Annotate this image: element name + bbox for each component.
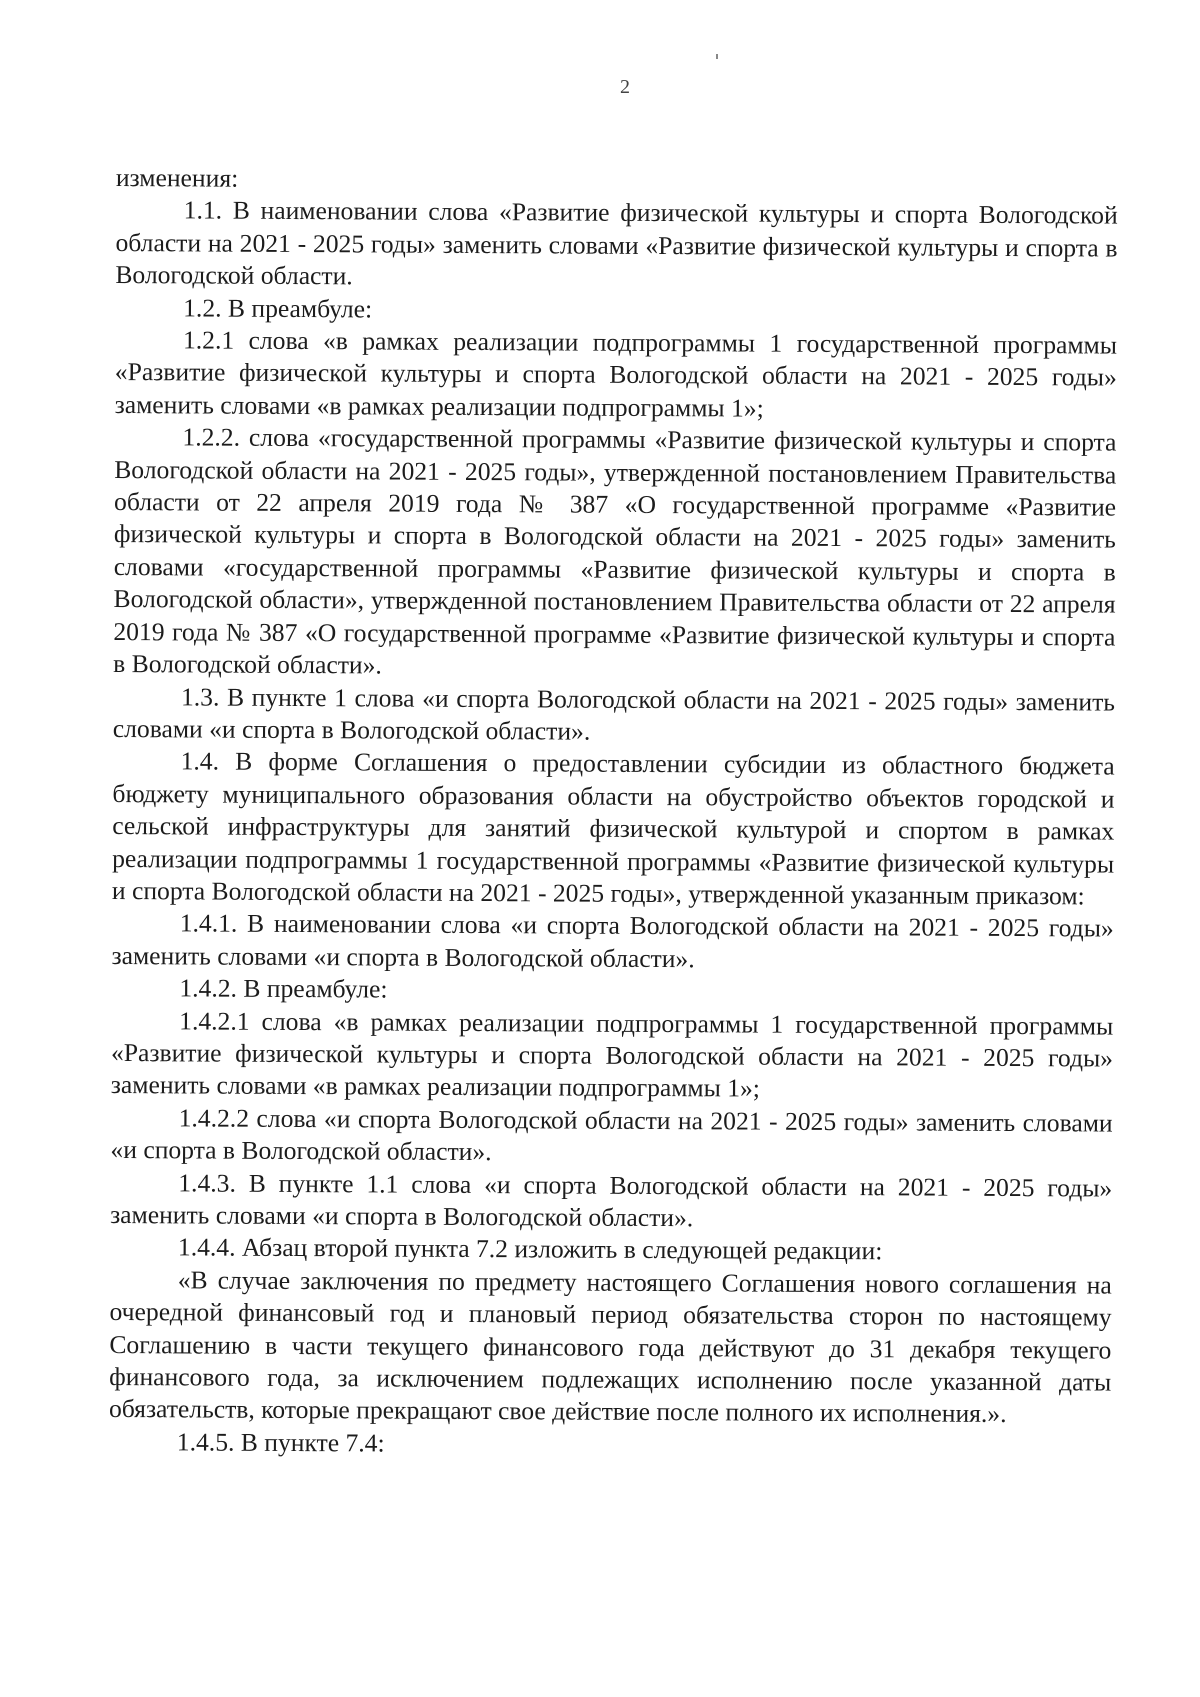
- paragraph-1-4: 1.4. В форме Соглашения о предоставлении субсидии из областного бюджета бюджету муниципального образования области на обустройство объектов городской и сельской инфраструктуры для занятий физической культурой и спортом в рамках реализации подпрограммы 1 государственной программы «Развитие физической культуры и спорта Вологодской области на 2021 - 2025 годы», утвержденной указанным приказом:: [111, 746, 1115, 911]
- paragraph-intro: изменения:: [115, 162, 239, 193]
- paragraph-quote: «В случае заключения по предмету настоящего Соглашения нового соглашения на очередной финансовый год и плановый период обязательства сторон по настоящему Соглашению в части текущего финансового года действуют до 31 декабря текущего финансового года, за исключением подлежащих исполнению после указанной даты обязательств, которые прекращают свое действие после полного их исполнения.».: [108, 1265, 1112, 1429]
- scan-speck: [716, 54, 718, 59]
- paragraph-1-4-1: 1.4.1. В наименовании слова «и спорта Вологодской области на 2021 - 2025 годы» заменить словами «и спорта в Вологодской области».: [111, 908, 1114, 973]
- paragraph-1-4-5: 1.4.5. В пункте 7.4:: [176, 1427, 385, 1458]
- paragraph-1-2-2: 1.2.2. слова «государственной программы «Развитие физической культуры и спорта Вологодской области на 2021 - 2025 годы», утвержденной постановлением Правительства области от 22 апреля 2019 года № 387 «О государственной программе «Развитие физической культуры и спорта в Вологодской области на 2021 - 2025 годы» заменить словами «государственной программы «Развитие физической культуры и спорта в Вологодской области», утвержденной постановлением Правительства области от 22 апреля 2019 года № 387 «О государственной программе «Развитие физической культуры и спорта в Вологодской области».: [113, 422, 1117, 680]
- paragraph-1-4-2-2: 1.4.2.2 слова «и спорта Вологодской области на 2021 - 2025 годы» заменить словами «и спорта в Вологодской области».: [110, 1103, 1113, 1167]
- paragraph-1-4-2-1: 1.4.2.1 слова «в рамках реализации подпрограммы 1 государственной программы «Развитие физической культуры и спорта Вологодской области на 2021 - 2025 годы» заменить словами «в рамках реализации подпрограммы 1»;: [110, 1005, 1114, 1103]
- paragraph-1-4-2: 1.4.2. В преамбуле:: [179, 973, 388, 1004]
- paragraph-1-1: 1.1. В наименовании слова «Развитие физической культуры и спорта Вологодской области на 2021 - 2025 годы» заменить словами «Развитие физической культуры и спорта в Вологодской области.: [115, 195, 1118, 291]
- paragraph-1-2: 1.2. В преамбуле:: [183, 293, 373, 324]
- paragraph-1-3: 1.3. В пункте 1 слова «и спорта Вологодской области на 2021 - 2025 годы» заменить словами «и спорта в Вологодской области».: [112, 681, 1116, 746]
- paragraph-1-4-3: 1.4.3. В пункте 1.1 слова «и спорта Вологодской области на 2021 - 2025 годы» заменить словами «и спорта в Вологодской области».: [110, 1167, 1113, 1233]
- paragraph-1-2-1: 1.2.1 слова «в рамках реализации подпрограммы 1 государственной программы «Развитие физической культуры и спорта Вологодской области на 2021 - 2025 годы» заменить словами «в рамках реализации подпрограммы 1»;: [114, 325, 1118, 423]
- page-number: 2: [620, 76, 630, 98]
- document-body: [109, 162, 1118, 1464]
- paragraph-1-4-4: 1.4.4. Абзац второй пункта 7.2 изложить в следующей редакции:: [177, 1232, 883, 1266]
